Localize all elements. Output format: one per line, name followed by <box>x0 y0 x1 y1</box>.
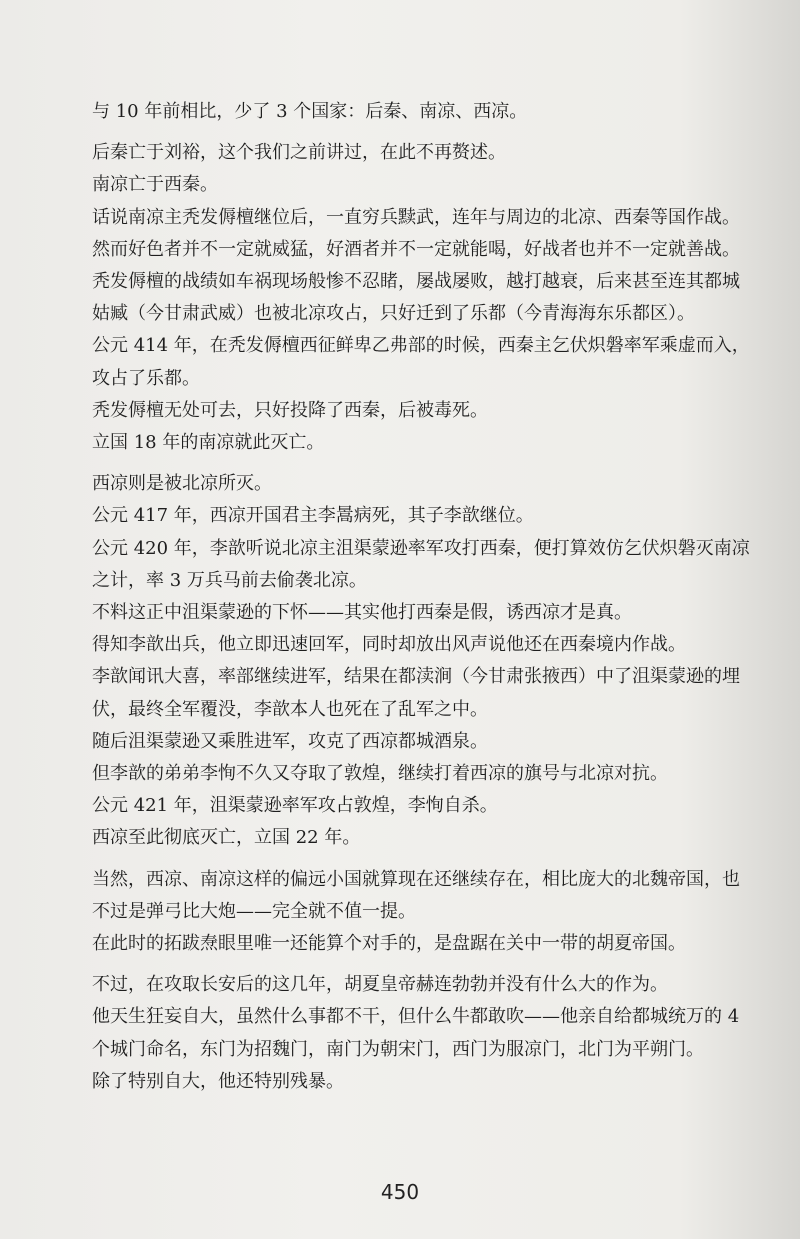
paragraph: 得知李歆出兵，他立即迅速回军，同时却放出风声说他还在西秦境内作战。 <box>92 634 686 656</box>
paragraph: 但李歆的弟弟李恂不久又夺取了敦煌，继续打着西凉的旗号与北凉对抗。 <box>92 763 668 785</box>
paragraph: 他天生狂妄自大，虽然什么事都不干，但什么牛都敢吹——他亲自给都城统万的 4 个城门命名，东门为招魏门，南门为朝宋门，西门为服凉门，北门为平朔门。 <box>92 1006 740 1060</box>
paragraph: 西凉则是被北凉所灭。 <box>92 473 272 495</box>
paragraph: 当然，西凉、南凉这样的偏远小国就算现在还继续存在，相比庞大的北魏帝国，也不过是弹弓比大炮——完全就不值一提。 <box>92 868 740 922</box>
paragraph: 在此时的拓跋焘眼里唯一还能算个对手的，是盘踞在关中一带的胡夏帝国。 <box>92 933 686 955</box>
paragraph: 公元 420 年，李歆听说北凉主沮渠蒙逊率军攻打西秦，便打算效仿乞伏炽磐灭南凉之计，率 3 万兵马前去偷袭北凉。 <box>92 537 750 591</box>
body-text <box>92 96 752 1098</box>
paragraph: 与 10 年前相比，少了 3 个国家：后秦、南凉、西凉。 <box>92 101 528 122</box>
paragraph: 公元 414 年，在秃发傉檀西征鲜卑乙弗部的时候，西秦主乞伏炽磐率军乘虚而入，攻占了乐都。 <box>92 335 750 389</box>
paragraph: 不过，在攻取长安后的这几年，胡夏皇帝赫连勃勃并没有什么大的作为。 <box>92 974 668 996</box>
paragraph: 秃发傉檀无处可去，只好投降了西秦，后被毒死。 <box>92 399 488 421</box>
paragraph: 秃发傉檀的战绩如车祸现场般惨不忍睹，屡战屡败，越打越衰，后来甚至连其都城姑臧（今甘肃武威）也被北凉攻占，只好迁到了乐都（今青海海东乐都区）。 <box>92 271 740 325</box>
paragraph: 西凉至此彻底灭亡，立国 22 年。 <box>92 827 361 849</box>
paragraph: 公元 421 年，沮渠蒙逊率军攻占敦煌，李恂自杀。 <box>92 795 498 817</box>
paragraph: 李歆闻讯大喜，率部继续进军，结果在都渎涧（今甘肃张掖西）中了沮渠蒙逊的埋伏，最终全军覆没，李歆本人也死在了乱军之中。 <box>92 666 740 720</box>
paragraph: 立国 18 年的南凉就此灭亡。 <box>92 432 325 454</box>
page-number: 450 <box>380 1180 420 1204</box>
paragraph: 然而好色者并不一定就威猛，好酒者并不一定就能喝，好战者也并不一定就善战。 <box>92 238 740 260</box>
paragraph: 话说南凉主秃发傉檀继位后，一直穷兵黩武，连年与周边的北凉、西秦等国作战。 <box>92 206 740 228</box>
paragraph: 不料这正中沮渠蒙逊的下怀——其实他打西秦是假，诱西凉才是真。 <box>92 602 632 624</box>
paragraph: 除了特别自大，他还特别残暴。 <box>92 1070 344 1092</box>
paragraph: 公元 417 年，西凉开国君主李暠病死，其子李歆继位。 <box>92 505 534 527</box>
paragraph: 南凉亡于西秦。 <box>92 174 218 196</box>
paragraph: 后秦亡于刘裕，这个我们之前讲过，在此不再赘述。 <box>92 142 506 164</box>
paragraph: 随后沮渠蒙逊又乘胜进军，攻克了西凉都城酒泉。 <box>92 730 488 752</box>
